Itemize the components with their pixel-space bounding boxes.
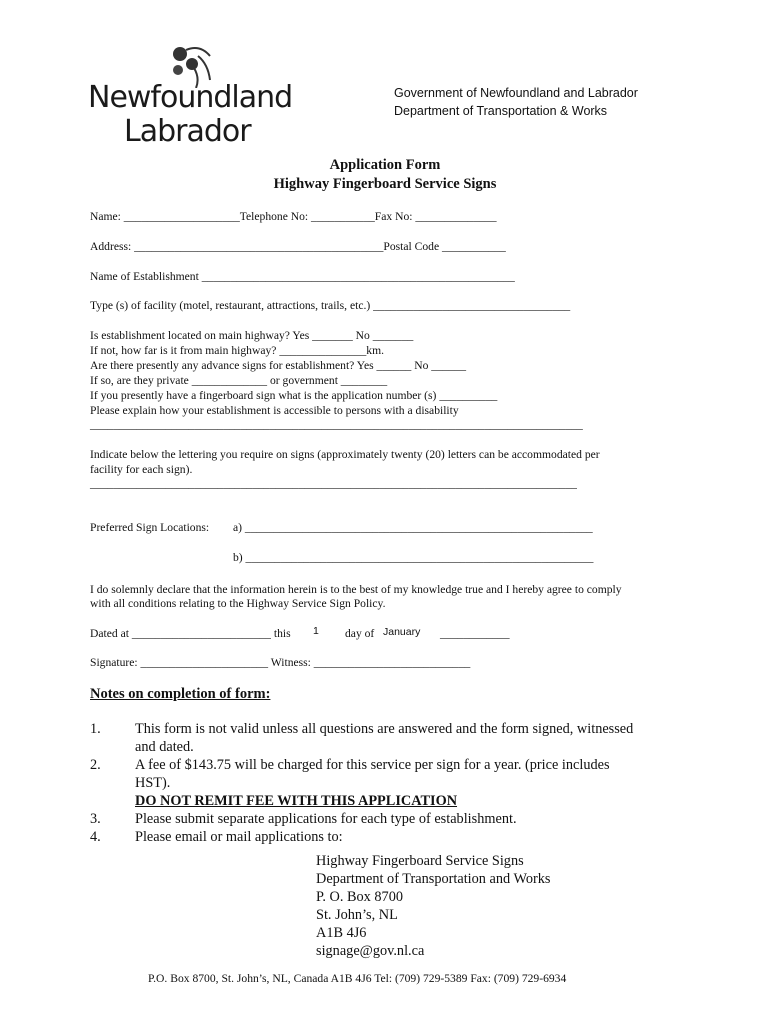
note-number: 2. — [90, 757, 101, 773]
signature-witness-field[interactable]: Signature: ______________________ Witness: ___________________________ — [90, 656, 471, 669]
year-field[interactable]: ____________ — [440, 627, 510, 640]
notes-heading: Notes on completion of form: — [90, 686, 271, 702]
lettering-instructions: Indicate below the lettering you require on signs (approximately twenty (20) letters can be accommodated per — [90, 448, 600, 461]
establishment-field[interactable]: Name of Establishment ______________________________________________________ — [90, 270, 515, 283]
logo-word-newfoundland: Newfoundland — [88, 80, 293, 115]
logo-word-labrador: Labrador — [124, 114, 251, 149]
nl-logo — [88, 44, 293, 149]
day-value[interactable]: 1 — [313, 625, 319, 637]
private-government-question[interactable]: If so, are they private _____________ or government ________ — [90, 374, 388, 387]
note-text: This form is not valid unless all questions are answered and the form signed, witnessed — [135, 721, 634, 737]
mailing-address-line: P. O. Box 8700 — [316, 889, 403, 905]
highway-question[interactable]: Is establishment located on main highway? Yes _______ No _______ — [90, 329, 414, 342]
lettering-field[interactable]: ____________________________________________________________________________________ — [90, 477, 577, 490]
sign-location-a-field[interactable]: a) ____________________________________________________________ — [233, 521, 593, 534]
sign-locations-label: Preferred Sign Locations: — [90, 521, 210, 534]
distance-question[interactable]: If not, how far is it from main highway? _______________km. — [90, 344, 384, 357]
mailing-address-line: Highway Fingerboard Service Signs — [316, 853, 524, 869]
note-number: 4. — [90, 829, 101, 845]
footer-contact: P.O. Box 8700, St. John’s, NL, Canada A1B 4J6 Tel: (709) 729-5389 Fax: (709) 729-6934 — [148, 972, 567, 985]
sign-location-b-field[interactable]: b) ____________________________________________________________ — [233, 551, 594, 564]
declaration-text-cont: with all conditions relating to the Highway Service Sign Policy. — [90, 597, 386, 610]
email-link[interactable]: signage@gov.nl.ca — [316, 943, 425, 959]
note-text: A fee of $143.75 will be charged for this service per sign for a year. (price includes — [135, 757, 610, 773]
form-title: Application Form — [329, 157, 441, 173]
note-text-cont: HST). — [135, 775, 171, 791]
application-number-question[interactable]: If you presently have a fingerboard sign what is the application number (s) __________ — [90, 389, 498, 402]
mailing-address-line: St. John’s, NL — [316, 907, 398, 923]
no-fee-warning: DO NOT REMIT FEE WITH THIS APPLICATION — [135, 793, 458, 809]
mailing-address-line: Department of Transportation and Works — [316, 871, 551, 887]
name-phone-fax-field[interactable]: Name: ____________________Telephone No: ___________Fax No: ______________ — [90, 210, 497, 223]
address-field[interactable]: Address: ___________________________________________Postal Code ___________ — [90, 240, 506, 253]
note-text-cont: and dated. — [135, 739, 194, 755]
note-number: 1. — [90, 721, 101, 737]
mailing-address-line: A1B 4J6 — [316, 925, 367, 941]
form-subtitle: Highway Fingerboard Service Signs — [273, 176, 497, 192]
advance-signs-question[interactable]: Are there presently any advance signs for establishment? Yes ______ No ______ — [90, 359, 467, 372]
month-value[interactable]: January — [383, 626, 421, 638]
day-of-label: day of — [345, 627, 375, 640]
lettering-instructions-cont: facility for each sign). — [90, 463, 193, 476]
accessibility-question: Please explain how your establishment is accessible to persons with a disability — [90, 404, 459, 417]
accessibility-answer-field[interactable]: _____________________________________________________________________________________ — [90, 418, 583, 431]
department-name: Department of Transportation & Works — [394, 104, 608, 118]
declaration-text: I do solemnly declare that the information herein is to the best of my knowledge true and I hereby agree to comply — [90, 583, 622, 596]
facility-type-field[interactable]: Type (s) of facility (motel, restaurant, attractions, trails, etc.) __________________________________ — [90, 299, 571, 312]
dated-at-field[interactable]: Dated at ________________________ this — [90, 627, 291, 640]
gov-name: Government of Newfoundland and Labrador — [394, 86, 638, 100]
note-number: 3. — [90, 811, 101, 827]
note-text: Please email or mail applications to: — [135, 829, 343, 845]
note-text: Please submit separate applications for each type of establishment. — [135, 811, 517, 827]
